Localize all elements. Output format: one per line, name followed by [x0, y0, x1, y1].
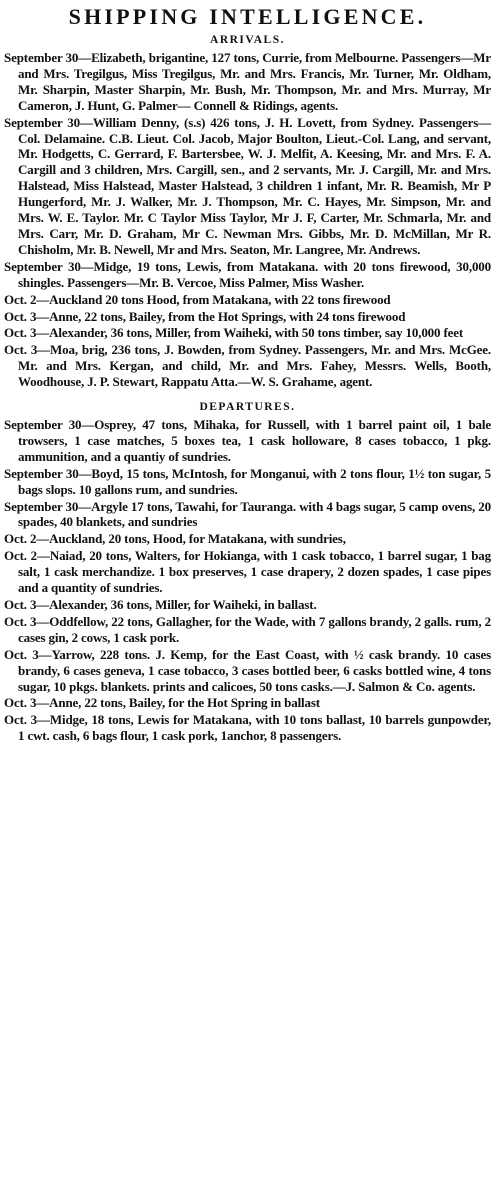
arrival-entry: September 30—Elizabeth, brigantine, 127 tons, Currie, from Melbourne. Passengers—Mr and Mrs. Tregilgus, Miss Tregilgus, Mr. and Mrs. Francis, Mr. Turner, Mr. Oldham, Mr. Sharpin, Master Sharpin, Mr. Bush, Mr. Thompson, Mr. and Mrs. Murray, Mr Cameron, J. Hunt, G. Palmer— Connell & Ridings, agents. — [4, 50, 491, 113]
departure-entry: September 30—Boyd, 15 tons, McIntosh, for Monganui, with 2 tons flour, 1½ ton sugar, 5 bags slops. 10 gallons rum, and sundries. — [4, 465, 491, 497]
departure-entry: Oct. 2—Naiad, 20 tons, Walters, for Hokianga, with 1 cask tobacco, 1 barrel sugar, 1 bag salt, 1 cask merchandize. 1 box preserves, 1 case drapery, 2 dozen spades, 1 case pipes and a quantity of sundries. — [4, 548, 491, 596]
departure-entry: Oct. 3—Yarrow, 228 tons. J. Kemp, for the East Coast, with ½ cask brandy. 10 cases brandy, 6 cases geneva, 1 case tobacco, 3 cases bottled beer, 6 casks bottled wine, 4 tons sugar, 10 pkgs. blankets. prints and calicoes, 50 tons casks.—J. Salmon & Co. agents. — [4, 646, 491, 694]
departure-entry: Oct. 3—Oddfellow, 22 tons, Gallagher, for the Wade, with 7 gallons brandy, 2 galls. rum, 2 cases gin, 2 cows, 1 cask pork. — [4, 613, 491, 645]
arrival-entry: Oct. 3—Alexander, 36 tons, Miller, from Waiheki, with 50 tons timber, say 10,000 feet — [4, 325, 464, 341]
departure-entry: September 30—Argyle 17 tons, Tawahi, for Tauranga. with 4 bags sugar, 5 camp ovens, 20 spades, 40 blankets, and sundries — [4, 498, 491, 530]
arrival-entry: Oct. 3—Anne, 22 tons, Bailey, from the Hot Springs, with 24 tons firewood — [4, 308, 406, 324]
departure-entry: September 30—Osprey, 47 tons, Mihaka, for Russell, with 1 barrel paint oil, 1 bale trowsers, 1 case matches, 5 boxes tea, 1 cask holloware, 8 cases tobacco, 1 pkg. ammunition, and a quantiy of sundries. — [4, 417, 491, 464]
departures-list — [4, 417, 491, 744]
arrival-entry: Oct. 2—Auckland 20 tons Hood, from Matakana, with 22 tons firewood — [4, 291, 391, 307]
arrivals-list — [4, 50, 491, 390]
departure-entry: Oct. 2—Auckland, 20 tons, Hood, for Matakana, with sundries, — [4, 531, 346, 547]
masthead-title: SHIPPING INTELLIGENCE. — [68, 4, 427, 29]
departure-entry: Oct. 3—Alexander, 36 tons, Miller, for Waiheki, in ballast. — [4, 597, 317, 612]
arrival-entry: Oct. 3—Moa, brig, 236 tons, J. Bowden, from Sydney. Passengers, Mr. and Mrs. McGee. Mr. and Mrs. Kergan, and child, Mr. and Mrs. Fahey, Messrs. Wells, Booth, Woodhouse, J. P. Stewart, Rappatu Atta.—W. S. Grahame, agent. — [4, 342, 491, 390]
arrival-entry: September 30—Midge, 19 tons, Lewis, from Matakana. with 20 tons firewood, 30,000 shingles. Passengers—Mr. B. Vercoe, Miss Palmer, Miss Washer. — [4, 258, 491, 290]
departure-entry: Oct. 3—Midge, 18 tons, Lewis for Matakana, with 10 tons ballast, 10 barrels gunpowder, 1 cwt. cash, 6 bags flour, 1 cask pork, 1anchor, 8 passengers. — [4, 712, 491, 744]
arrivals-heading: ARRIVALS. — [210, 34, 285, 46]
arrival-entry: September 30—William Denny, (s.s) 426 tons, J. H. Lovett, from Sydney. Passengers—Col. Delamaine. C.B. Lieut. Col. Jacob, Major Boulton, Lieut.-Col. Lang, and servant, Mr. Hodgetts, C. Gerrard, F. Bartersbee, W. J. Melfit, A. Keesing, Mr. and Mrs. F. A. Cargill and 3 children, Mrs. Cargill, sen., and 2 servants, Mr. J. Cargill, Mr. and Mrs. Halstead, Miss Halstead, Master Halstead, 3 children 1 infant, Mr. R. Beamish, Mr P Hungerford, Mr. J. Walker, Mr. J. Thompson, Mr. C. Hayes, Mr. Simpson, Mr. and Mrs. W. E. Taylor. Mr. C Taylor Miss Taylor, Mr J. F, Carter, Mr. Schmarla, Mr. and Mrs. Carr, Mr. D. Graham, Mr C. Newman Mrs. Gibbs, Mr. D. McMillan, Mr R. Chisholm, Mr. B. Newell, Mr and Mrs. Seaton, Mr. Langree, Mr. Andrews. — [4, 114, 491, 257]
departures-heading: DEPARTURES. — [199, 401, 296, 414]
departure-entry: Oct. 3—Anne, 22 tons, Bailey, for the Hot Spring in ballast — [4, 695, 320, 711]
